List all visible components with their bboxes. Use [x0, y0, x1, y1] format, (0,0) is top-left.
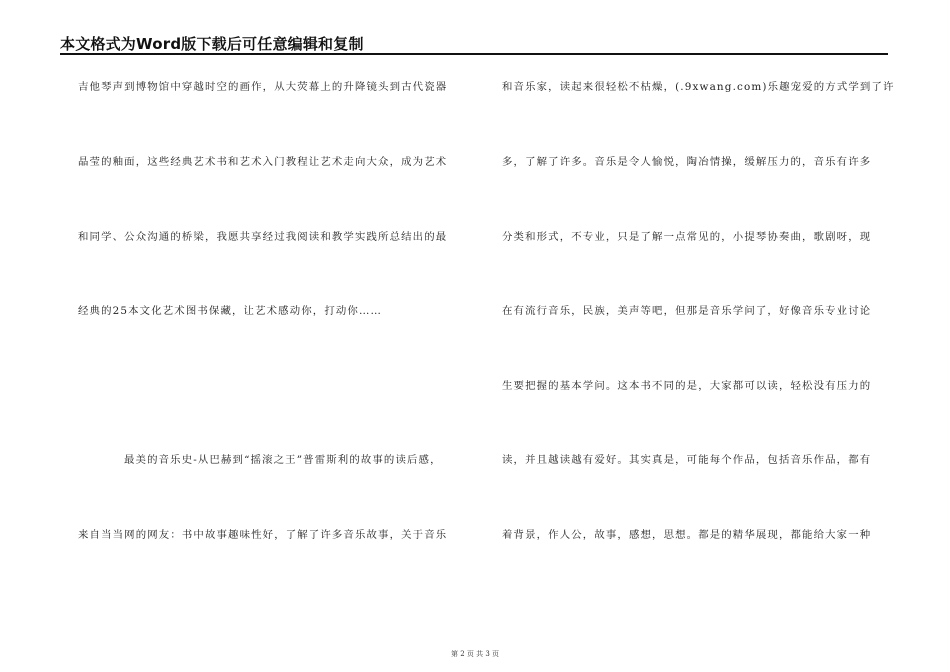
- page-number-footer: 第 2 页 共 3 页: [450, 650, 500, 658]
- paragraph-line: 和同学、公众沟通的桥梁，我愿共享经过我阅读和教学实践所总结出的最: [78, 231, 448, 243]
- paragraph-line: 经典的25本文化艺术图书保藏，让艺术感动你，打动你……: [78, 305, 383, 317]
- paragraph-line: 吉他琴声到博物馆中穿越时空的画作，从大荧幕上的升降镜头到古代瓷器: [78, 81, 448, 93]
- paragraph-line: 多，了解了许多。音乐是令人愉悦，陶冶情操，缓解压力的，音乐有许多: [502, 156, 872, 168]
- paragraph-line: 生要把握的基本学问。这本书不同的是，大家都可以读，轻松没有压力的: [502, 380, 872, 392]
- paragraph-line: 和音乐家，读起来很轻松不枯燥，(.9xwang.com)乐趣宠爱的方式学到了许: [502, 81, 895, 93]
- header-divider: [60, 53, 888, 55]
- paragraph-line: 晶莹的釉面，这些经典艺术书和艺术入门教程让艺术走向大众，成为艺术: [78, 156, 448, 168]
- paragraph-line: 最美的音乐史-从巴赫到“摇滚之王”普雷斯利的故事的读后感，: [124, 454, 442, 466]
- paragraph-line: 在有流行音乐，民族，美声等吧，但那是音乐学问了，好像音乐专业讨论: [502, 305, 872, 317]
- paragraph-line: 着背景，作人公，故事，感想，思想。都是的精华展现，都能给大家一种: [502, 529, 872, 541]
- document-header-title: 本文格式为Word版下载后可任意编辑和复制: [60, 35, 364, 53]
- paragraph-line: 读，并且越读越有爱好。其实真是，可能每个作品，包括音乐作品，都有: [502, 454, 872, 466]
- paragraph-line: 分类和形式，不专业，只是了解一点常见的，小提琴协奏曲，歌剧呀，现: [502, 231, 872, 243]
- paragraph-line: 来自当当网的网友：书中故事趣味性好，了解了许多音乐故事，关于音乐: [78, 529, 448, 541]
